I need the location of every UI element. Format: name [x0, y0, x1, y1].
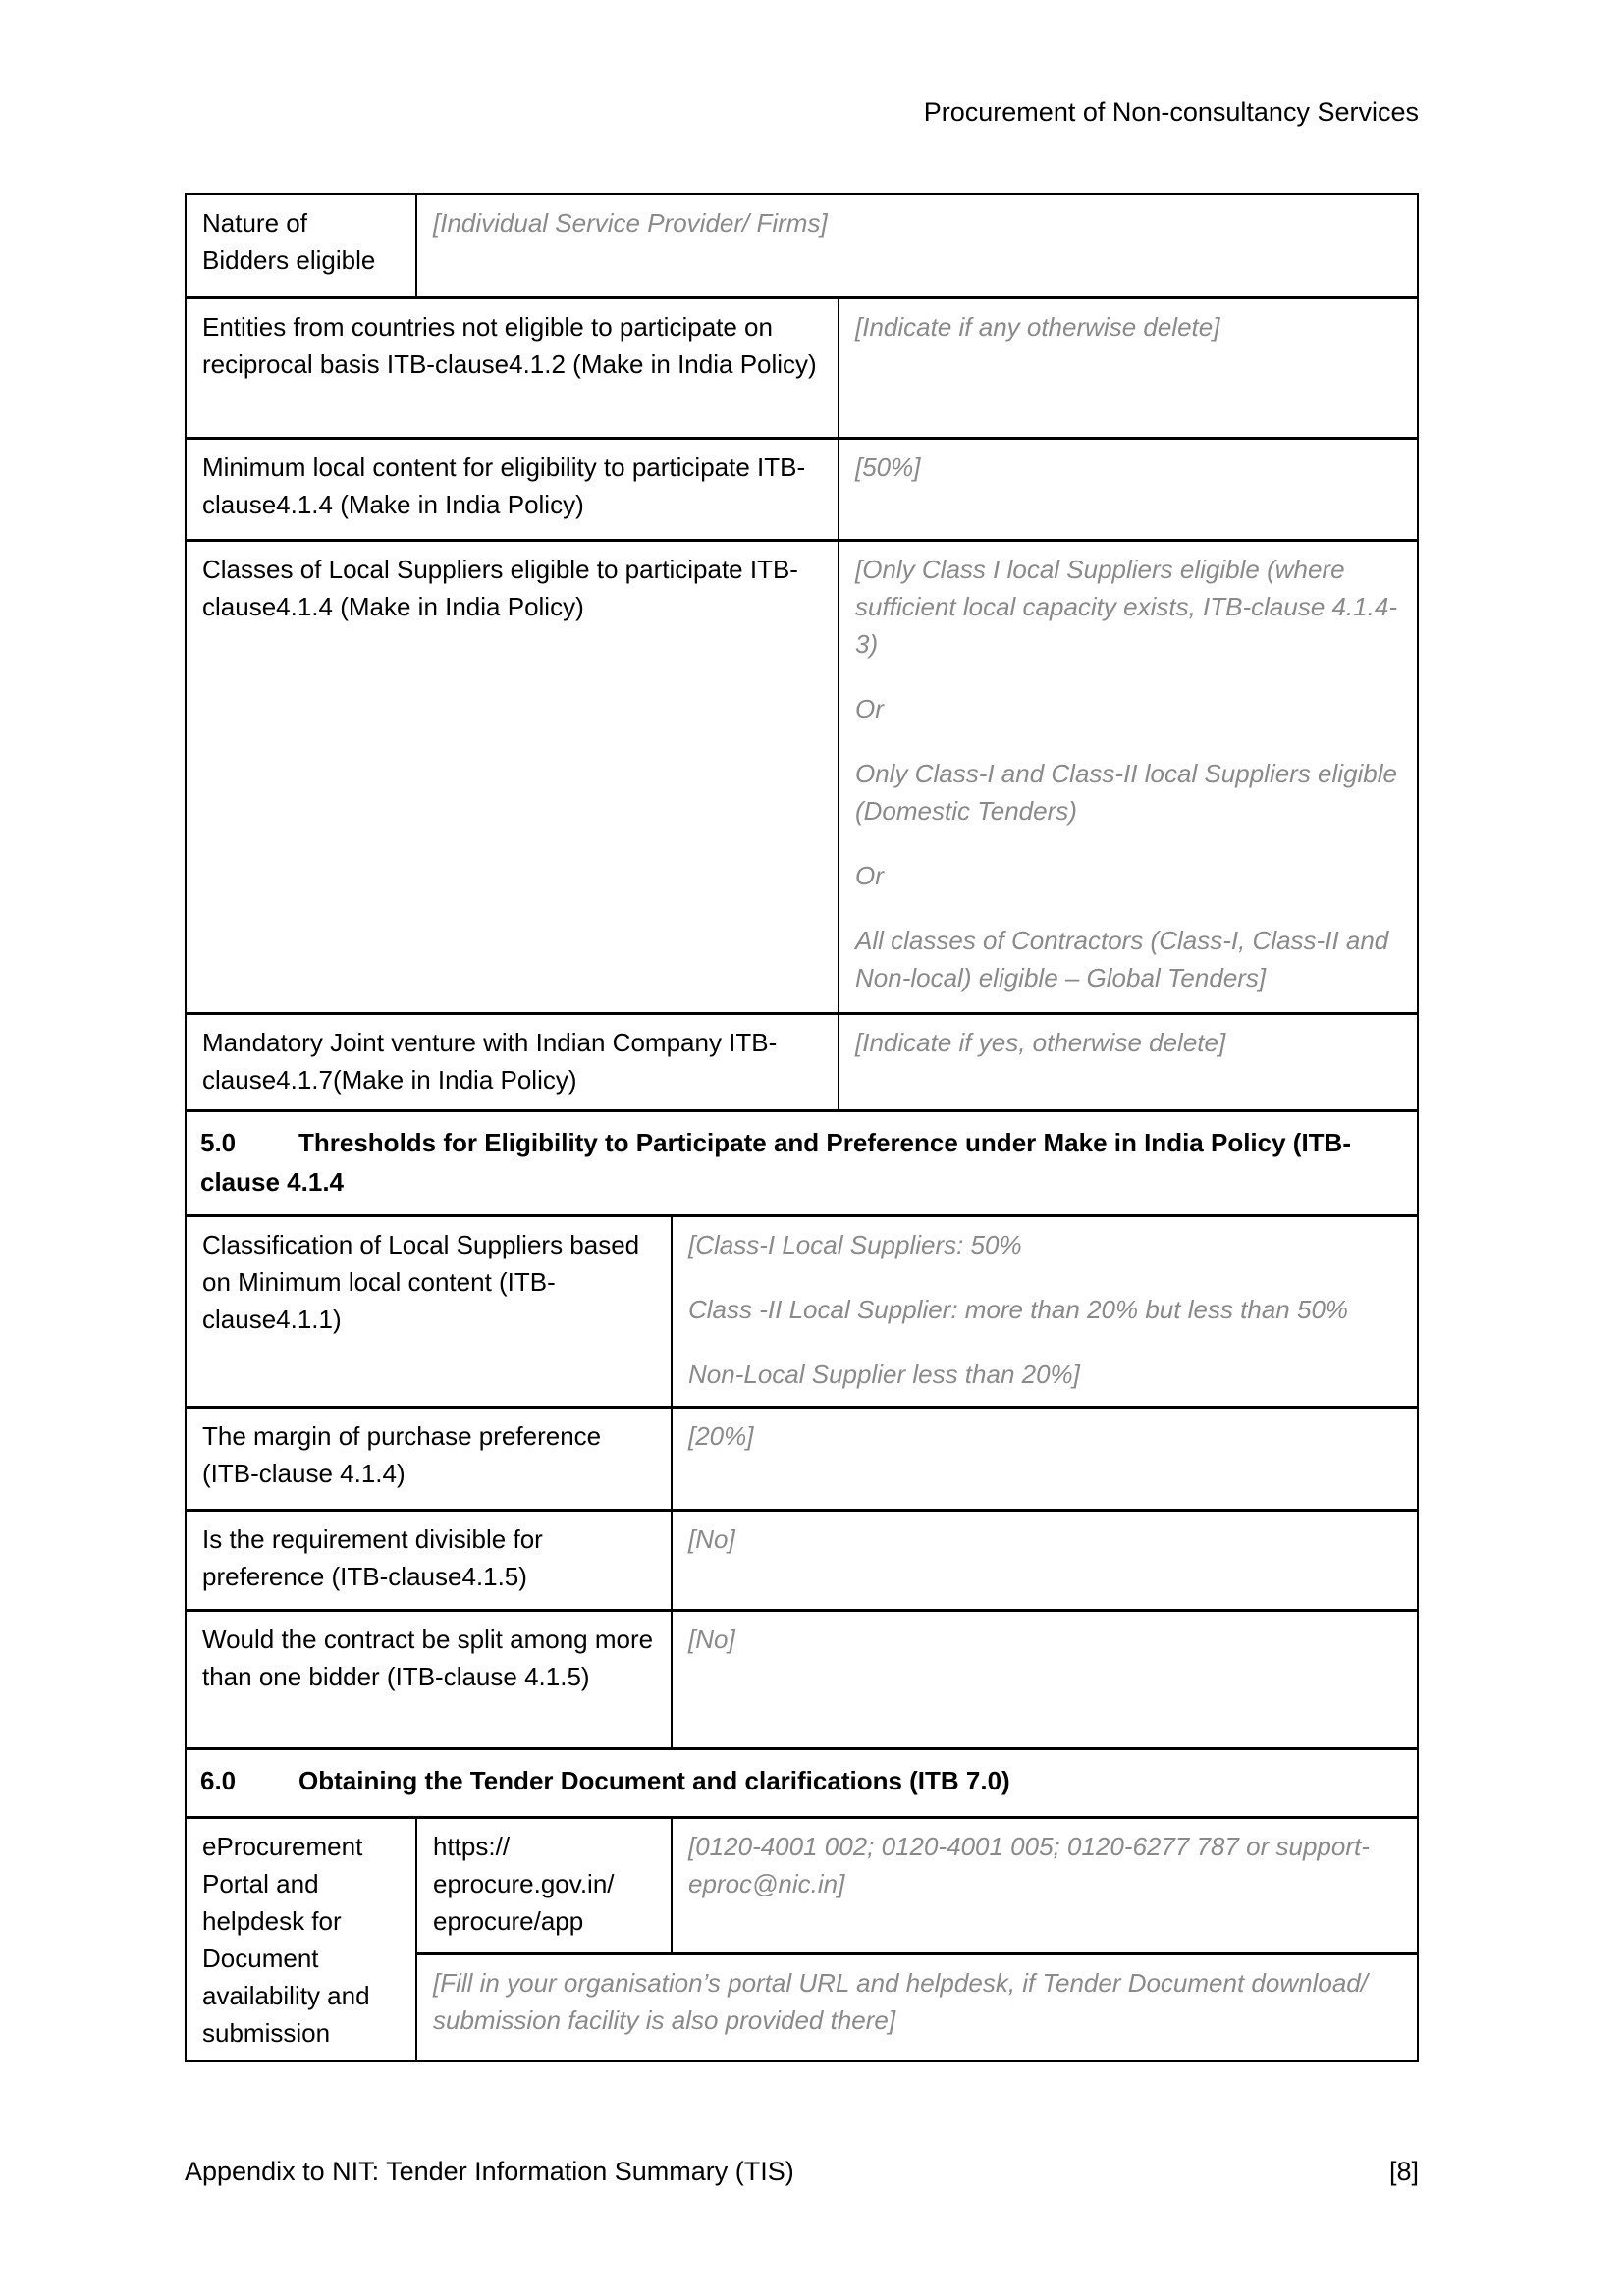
page-footer: [185, 2156, 1419, 2187]
section-heading-text: [187, 1112, 1417, 1214]
row-value: [No]: [688, 1524, 735, 1554]
row-label: Classes of Local Suppliers eligible to participate ITB-clause4.1.4 (Make in India Policy): [187, 542, 839, 1012]
row-value: [20%]: [688, 1421, 754, 1451]
section-heading-text: [187, 1750, 1417, 1816]
row-label: Would the contract be split among more than one bidder (ITB-clause 4.1.5): [187, 1612, 673, 1747]
eprocurement-upper-subrow: [417, 1819, 1417, 1955]
row-value: [Indicate if yes, otherwise delete]: [855, 1028, 1226, 1057]
value-paragraph: All classes of Contractors (Class-I, Class-II and Non-local) eligible – Global Tenders]: [855, 926, 1389, 992]
row-label: Nature of Bidders eligible: [187, 195, 417, 296]
section-number: 5.0: [200, 1128, 237, 1157]
section-title: Thresholds for Eligibility to Participate and Preference under Make in India Policy (ITB-clause 4.1.4: [200, 1128, 1351, 1197]
value-paragraph: Non-Local Supplier less than 20%]: [688, 1360, 1080, 1389]
section-heading-6: [187, 1747, 1417, 1816]
value-paragraph: [Only Class I local Suppliers eligible (where sufficient local capacity exists, ITB-clause 4.1.4-3): [855, 555, 1398, 659]
section-title: Obtaining the Tender Document and clarifications (ITB 7.0): [298, 1766, 1010, 1795]
value-paragraph: Only Class-I and Class-II local Suppliers eligible (Domestic Tenders): [855, 759, 1398, 826]
table-row-contract-split: [187, 1609, 1417, 1747]
row-value: [Indicate if any otherwise delete]: [855, 312, 1220, 342]
row-value: [Individual Service Provider/ Firms]: [433, 208, 828, 238]
section-heading-5: [187, 1109, 1417, 1214]
table-row-minimum-local-content: [187, 437, 1417, 539]
helpdesk-contacts: [0120-4001 002; 0120-4001 005; 0120-6277 787 or support-eproc@nic.in]: [688, 1832, 1370, 1898]
value-paragraph: Class -II Local Supplier: more than 20% but less than 50%: [688, 1295, 1349, 1324]
row-value: [673, 1217, 1417, 1406]
tender-information-table: [185, 193, 1419, 2062]
row-label: Is the requirement divisible for preference (ITB-clause4.1.5): [187, 1512, 673, 1609]
eprocurement-right-area: [417, 1819, 1417, 2060]
row-label: eProcurement Portal and helpdesk for Document availability and submission: [187, 1819, 417, 2060]
portal-url-line: eprocure/app: [433, 1906, 584, 1936]
section-number: 6.0: [200, 1766, 237, 1795]
row-label: Minimum local content for eligibility to participate ITB-clause4.1.4 (Make in India Policy): [187, 440, 839, 539]
value-paragraph: Or: [855, 861, 884, 890]
table-row-eprocurement-portal: [187, 1816, 1417, 2060]
table-row-classification-local-suppliers: [187, 1214, 1417, 1406]
portal-url-line: eprocure.gov.in/: [433, 1869, 615, 1898]
table-row-margin-purchase-preference: [187, 1406, 1417, 1509]
row-value: [839, 542, 1417, 1012]
page-header-title: Procurement of Non-consultancy Services: [923, 97, 1419, 127]
row-label: Entities from countries not eligible to participate on reciprocal basis ITB-clause4.1.2 (Make in India Policy): [187, 299, 839, 437]
value-paragraph: [Class-I Local Suppliers: 50%: [688, 1230, 1022, 1259]
row-label: The margin of purchase preference (ITB-clause 4.1.4): [187, 1409, 673, 1509]
table-row-classes-of-local-suppliers: [187, 539, 1417, 1012]
row-value: [50%]: [855, 453, 921, 482]
portal-note: [Fill in your organisation’s portal URL and helpdesk, if Tender Document download/ submission facility is also provided there]: [433, 1968, 1368, 2035]
row-label: Mandatory Joint venture with Indian Company ITB-clause4.1.7(Make in India Policy): [187, 1015, 839, 1109]
table-row-entities-not-eligible: [187, 296, 1417, 437]
table-row-nature-of-bidders: [187, 195, 1417, 296]
table-row-requirement-divisible: [187, 1509, 1417, 1609]
row-label: Classification of Local Suppliers based on Minimum local content (ITB-clause4.1.1): [187, 1217, 673, 1406]
footer-page-number: [8]: [1388, 2157, 1419, 2186]
portal-url-line: https://: [433, 1832, 511, 1861]
footer-left-text: Appendix to NIT: Tender Information Summary (TIS): [185, 2157, 794, 2186]
value-paragraph: Or: [855, 694, 884, 723]
table-row-mandatory-joint-venture: [187, 1012, 1417, 1109]
portal-url: [417, 1819, 673, 1952]
row-value: [No]: [688, 1625, 735, 1654]
